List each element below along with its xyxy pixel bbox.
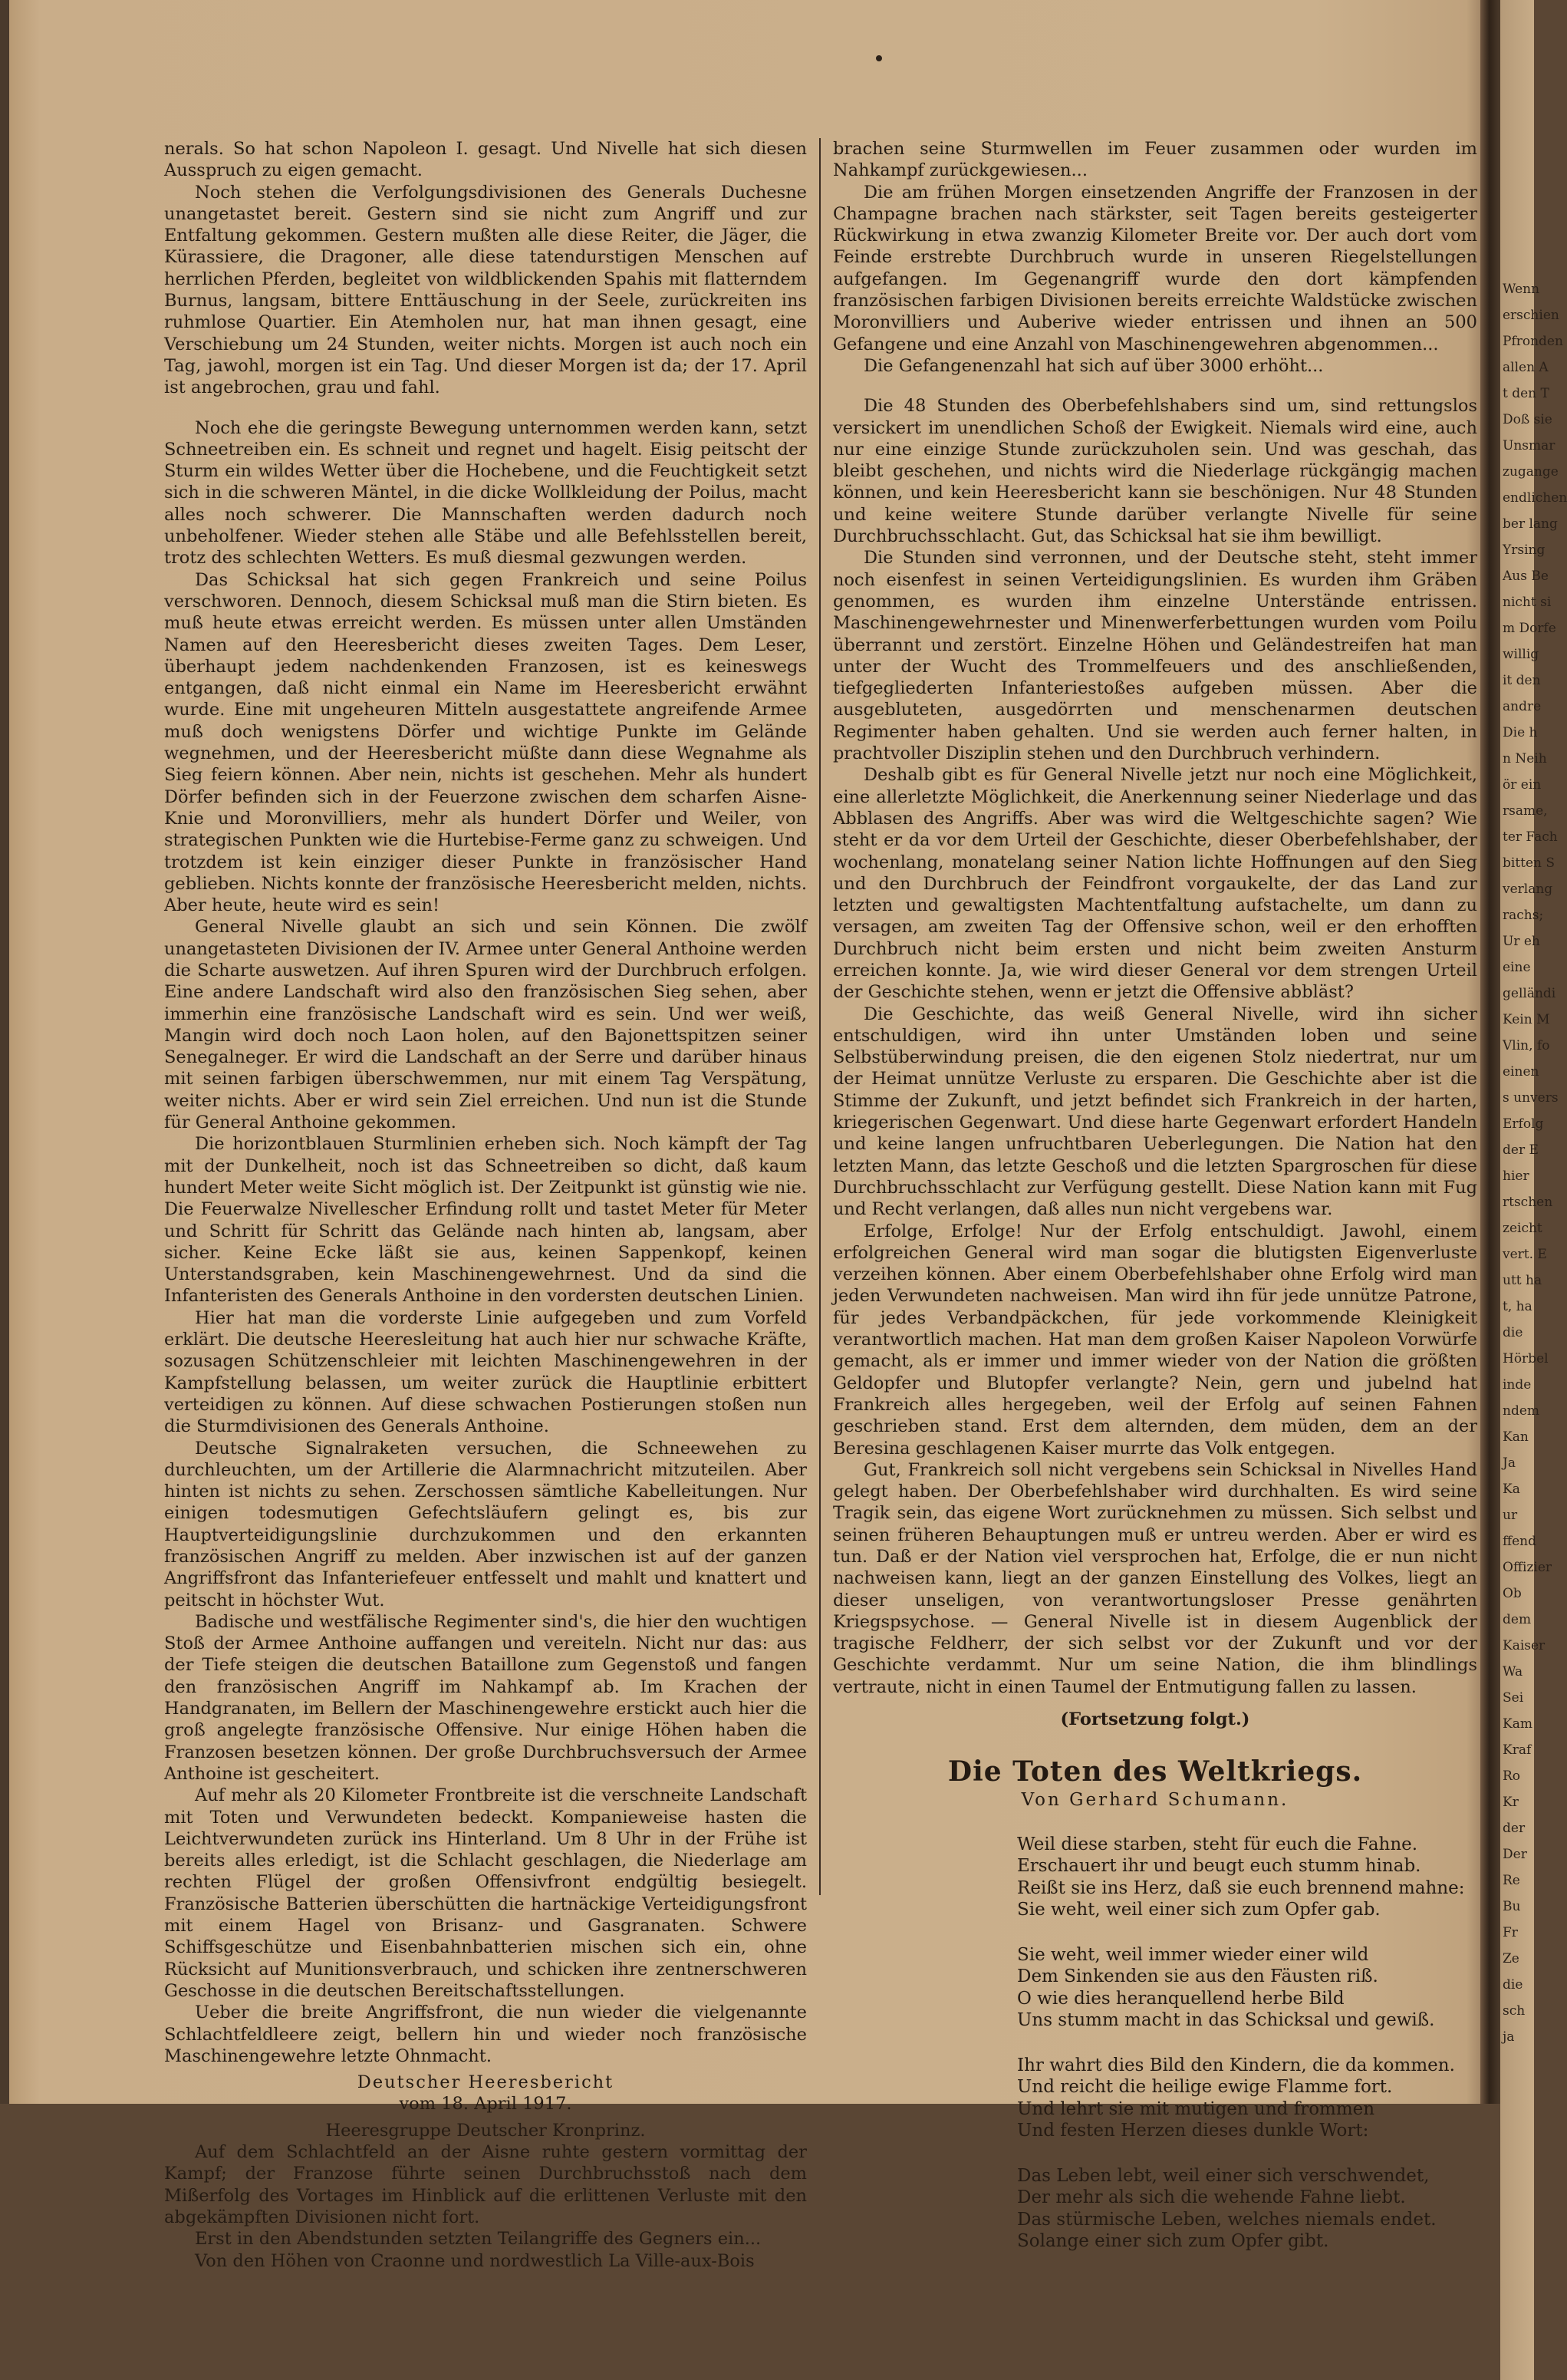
adjacent-page-fragment: ndem [1503,1403,1540,1419]
poem-line: Sie weht, weil immer wieder einer wild [1017,1944,1369,1965]
adjacent-page-fragment: ja [1503,2029,1515,2045]
paragraph: Die am frühen Morgen einsetzenden Angriffe der Franzosen in der Champagne brachen nach stärkster, seit Tagen bereits gesteigerter Rückwirkung in etwa zwanzig Kilometer Breite vor. Der auch dort vom Feinde erstrebte Durchbruch wurde in unseren Riegelstellungen aufgefangen. Im Gegenangriff wurde den dort kämpfenden französischen farbigen Divisionen bereits erreichte Waldstücke zwischen Moronvilliers und Auberive wieder entrissen und ihnen an 500 Gefangene und eine Anzahl von Maschinengewehren abgenommen... [833,182,1477,354]
poem-line: Erschauert ihr und beugt euch stumm hinab. [1017,1856,1421,1877]
poem-stanza [1017,1834,1477,1921]
adjacent-page-fragment: utt ha [1503,1273,1542,1288]
adjacent-page-fragment: n Neih [1503,751,1547,766]
adjacent-page-fragment: Wa [1503,1664,1523,1680]
adjacent-page-fragment: Ze [1503,1951,1519,1966]
adjacent-page-fragment: nicht si [1503,595,1552,610]
paragraph: Hier hat man die vorderste Linie aufgegeben und zum Vorfeld erklärt. Die deutsche Heeresleitung hat auch hier nur schwache Kräfte, sozusagen Schützenschleier mit leichten Maschinengewehren in der Kampfstellung belassen, um weiter zurück die Hauptlinie erbittert verteidigen zu können. Auf diese schwachen Postierungen stoßen nun die Sturmdivisionen des Generals Anthoine. [164,1307,807,1437]
adjacent-page-fragment: vert. E [1503,1247,1547,1262]
poem-line: Sie weht, weil einer sich zum Opfer gab. [1017,1900,1381,1920]
adjacent-page-fragment: endlichen [1503,490,1567,506]
adjacent-page-fragment: Kan [1503,1429,1529,1445]
adjacent-page-fragment: Die h [1503,725,1538,740]
adjacent-page-fragment: m Dorfe [1503,621,1556,636]
adjacent-page-fragment: Kraf [1503,1742,1532,1758]
adjacent-page-fragment: willig [1503,647,1539,662]
adjacent-page-fragment: it den [1503,673,1541,688]
adjacent-page-fragment: Ka [1503,1482,1520,1497]
adjacent-page-fragment: Offizier [1503,1560,1552,1575]
adjacent-page-fragment: rtschen [1503,1195,1553,1210]
paragraph: brachen seine Sturmwellen im Feuer zusammen oder wurden im Nahkampf zurückgewiesen... [833,139,1477,181]
poem-line: Und reicht die heilige ewige Flamme fort. [1017,2077,1393,2098]
adjacent-page-fragment: andre [1503,699,1542,714]
poem-stanza [1017,2055,1477,2142]
adjacent-page-fragment: die [1503,1977,1523,1993]
adjacent-page-fragment: Bu [1503,1899,1521,1914]
adjacent-page-fragment: Der [1503,1847,1527,1862]
column-rule [819,138,821,1895]
adjacent-page-fragment: eine [1503,960,1531,975]
adjacent-page-fragment: ber lang [1503,516,1558,532]
paragraph: Die Gefangenenzahl hat sich auf über 3000 erhöht... [864,355,1324,376]
left-column [164,138,807,2272]
paragraph: nerals. So hat schon Napoleon I. gesagt. Und Nivelle hat sich diesen Ausspruch zu eigen gemacht. [164,139,807,181]
adjacent-page-fragment: Kr [1503,1795,1519,1810]
poem-stanza [1017,2165,1477,2253]
adjacent-page-fragment: Ja [1503,1455,1516,1471]
paragraph: Gut, Frankreich soll nicht vergebens sein Schicksal in Nivelles Hand gelegt haben. Der Oberbefehlshaber wird durchhalten. Es wird seine Tragik sein, das eigene Wort zurücknehmen zu müssen. Sich selbst und seinen früheren Behauptungen muß er untreu werden. Aber er wird es tun. Daß er der Nation viel versprochen hat, Erfolge, die er nun nicht nachweisen kann, liegt an der ganzen Einstellung des Volkes, liegt an dieser unseligen, von verantwortungsloser Presse genährten Kriegspsychose. — General Nivelle ist in diesem Augenblick der tragische Feldherr, der sich selbst vor der Zukunft und vor der Geschichte verdammt. Nur um seine Nation, die ihm blindlings vertraute, nicht in einen Taumel der Entmutigung fallen zu lassen. [833,1459,1477,1697]
adjacent-page-fragment: Yrsing [1503,542,1546,558]
adjacent-page-fragment: Kaiser [1503,1638,1546,1653]
poem-line: Das stürmische Leben, welches niemals endet. [1017,2209,1437,2230]
poem-line: Und lehrt sie mit mutigen und frommen [1017,2098,1375,2119]
poem-stanza [1017,1944,1477,2032]
poem-line: O wie dies heranquellend herbe Bild [1017,1988,1345,2009]
adjacent-page-fragment: Re [1503,1873,1520,1888]
adjacent-page-fragment: inde [1503,1377,1532,1393]
adjacent-page-edge [1500,0,1567,2380]
right-column [833,138,1477,2253]
poem-line: Ihr wahrt dies Bild den Kindern, die da kommen. [1017,2055,1455,2075]
adjacent-page-fragment: der E [1503,1142,1539,1158]
scan-left-edge [0,0,9,2104]
adjacent-page-fragment: hier [1503,1169,1529,1184]
adjacent-page-fragment: Fr [1503,1925,1518,1940]
adjacent-page-fragment: zeicht [1503,1221,1542,1236]
adjacent-page-fragment: die [1503,1325,1523,1340]
paragraph: Erfolge, Erfolge! Nur der Erfolg entschuldigt. Jawohl, einem erfolgreichen General wird man sogar die blutigsten Eigenverluste verzeihen können. Aber einem Oberbefehlshaber ohne Erfolg wird man jeden Verwundeten nachweisen. Man wird ihn für jede unnütze Patrone, für jedes Verbandpäckchen, für jede vorkommende Kleinigkeit verantwortlich machen. Hat man dem großen Kaiser Napoleon Vorwürfe gemacht, als er immer und immer wieder von der Nation die größten Geldopfer und Blutopfer verlangte? Nein, gern und jubelnd hat Frankreich alles hergegeben, weil der Erfolg auf seinen Fahnen geschrieben stand. Erst dem alternden, dem müden, dem an der Beresina geschlagenen Kaiser murrte das Volk entgegen. [833,1221,1477,1459]
adjacent-page-fragment: Hörbel [1503,1351,1549,1366]
poem-line: Weil diese starben, steht für euch die Fahne. [1017,1834,1418,1854]
adjacent-page-fragment: allen A [1503,360,1549,375]
adjacent-page-fragment: Pfronden [1503,334,1563,349]
paragraph: Ueber die breite Angriffsfront, die nun wieder die vielgenannte Schlachtfeldleere zeigt, bellern hin und wieder noch französische Maschinengewehre letzte Ohnmacht. [164,2003,807,2066]
poem-line: Und festen Herzen dieses dunkle Wort: [1017,2121,1369,2141]
report-paragraph: Von den Höhen von Craonne und nordwestlich La Ville-aux-Bois [195,2250,755,2271]
adjacent-page-fragment: ffend [1503,1534,1536,1549]
adjacent-page-fragment: Sei [1503,1690,1524,1706]
poem-line: Solange einer sich zum Opfer gibt. [1017,2231,1329,2252]
report-title: Deutscher Heeresbericht [357,2072,614,2093]
adjacent-page-fragment: Erfolg [1503,1116,1544,1132]
book-gutter [1480,0,1500,2104]
paragraph: Die horizontblauen Sturmlinien erheben sich. Noch kämpft der Tag mit der Dunkelheit, noch ist das Schneetreiben so dicht, daß kaum hundert Meter weite Sicht möglich ist. Der Zeitpunkt ist günstig wie nie. Die Feuerwalze Nivellescher Erfindung rollt und tastet Meter für Meter und Schritt für Schritt das Gelände nach hinten ab, langsam, aber sicher. Keine Ecke läßt sie aus, keinen Sappenkopf, keinen Unterstandsgraben, kein Maschinengewehrnest. Und da sind die Infanteristen des Generals Anthoine in den vordersten deutschen Linien. [164,1134,807,1307]
continued-note: (Fortsetzung folgt.) [1060,1709,1250,1730]
adjacent-page-fragment: Ro [1503,1769,1521,1784]
adjacent-page-fragment: Kein M [1503,1012,1550,1027]
paragraph: Die Geschichte, das weiß General Nivelle, wird ihn sicher entschuldigen, wird ihn unter Umständen loben und seine Selbstüberwindung preisen, die den eigenen Stolz niedertrat, nur um der Heimat unnütze Verluste zu ersparen. Die Geschichte aber ist die Stimme der Zukunft, und jetzt befindet sich Frankreich in der harten, kriegerischen Gegenwart. Und diese harte Gegenwart erfordert Handeln und keine langen unfruchtbaren Ueberlegungen. Die Nation hat den letzten Mann, das letzte Geschoß und die letzten Spargroschen für diese Durchbruchsschlacht zur Verfügung gestellt. Diese Nation kann mit Fug und Recht verlangen, daß alles nun nicht vergebens war. [833,1004,1477,1220]
adjacent-page-fragment: bitten S [1503,855,1555,871]
adjacent-page-fragment: ter Fach [1503,829,1558,845]
adjacent-page-fragment: rachs; [1503,908,1544,923]
adjacent-page-fragment: gelländi [1503,986,1556,1001]
poem-line: Dem Sinkenden sie aus den Fäusten riß. [1017,1966,1378,1987]
report-paragraph: Auf dem Schlachtfeld an der Aisne ruhte gestern vormittag der Kampf; der Franzose führte seinen Durchbruchsstoß nach dem Mißerfolg des Vortages im Hinblick auf die erlittenen Verluste mit den abgekämpften Divisionen nicht fort. [164,2142,807,2227]
adjacent-page-fragment: der [1503,1821,1526,1836]
paragraph: Das Schicksal hat sich gegen Frankreich und seine Poilus verschworen. Dennoch, diesem Schicksal muß man die Stirn bieten. Es muß heute etwas erreicht werden. Es müssen unter allen Umständen Namen auf den Heeresbericht dieses zweiten Tages. Dem Leser, überhaupt jedem nachdenkenden Franzosen, ist es keineswegs entgangen, daß nicht einmal ein Name im Heeresbericht erwähnt wurde. Eine mit ungeheuren Mitteln ausgestattete angreifende Armee muß doch wenigstens Dörfer und wichtige Punkte im Gelände wegnehmen, und der Heeresbericht müßte dann diese Wegnahme als Sieg feiern können. Aber nein, nichts ist geschehen. Mehr als hundert Dörfer befinden sich in der Feuerzone zwischen dem scharfen Aisne-Knie und Moronvilliers, mehr als hundert Dörfer und Weiler, von strategischen Punkten wie die Hurtebise-Ferme ganz zu schweigen. Und trotzdem ist kein einziger dieser Punkte in französischer Hand geblieben. Nichts konnte der französische Heeresbericht melden, nichts. Aber heute, heute wird es sein! [164,569,807,916]
adjacent-page-fragment: t, ha [1503,1299,1532,1314]
adjacent-page-fragment: verlang [1503,882,1553,897]
paragraph: Auf mehr als 20 Kilometer Frontbreite ist die verschneite Landschaft mit Toten und Verwundeten bedeckt. Kompanieweise hasten die Leichtverwundeten zurück ins Hinterland. Um 8 Uhr in der Frühe ist bereits alles erledigt, ist die Schlacht geschlagen, die Niederlage am rechten Flügel der großen Offensivfront endgültig besiegelt. Französische Batterien überschütten die hartnäckige Verteidigungsfront mit einem Hagel von Brisanz- und Gasgranaten. Schwere Schiffsgeschütze und Eisenbahnbatterien mischen sich ein, ohne Rücksicht auf Munitionsverbrauch, und schicken ihre zentnerschweren Geschosse in die deutschen Bereitschaftsstellungen. [164,1785,807,2001]
paragraph: Die 48 Stunden des Oberbefehlshabers sind um, sind rettungslos versickert im unendlichen Schoß der Ewigkeit. Niemals wird eine, auch nur eine einzige Stunde zurückzuholen sein. Und was geschah, das bleibt geschehen, und nichts wird die Niederlage rückgängig machen können, und kein Heeresbericht kann sie beschönigen. Nur 48 Stunden und keine weitere Stunde darüber verlangte Nivelle für seine Durchbruchsschlacht. Gut, das Schicksal hat sie ihm bewilligt. [833,396,1477,547]
paragraph: Deutsche Signalraketen versuchen, die Schneewehen zu durchleuchten, um der Artillerie die Alarmnachricht mitzuteilen. Aber hinten ist nichts zu sehen. Zerschossen sämtliche Kabelleitungen. Nur einigen todesmutigen Gefechtsläufern gelingt es, bis zur Hauptverteidigungslinie durchzukommen und den erkannten französischen Angriff zu melden. Aber inzwischen ist auf der ganzen Angriffsfront das Infanteriefeuer entfesselt und mahlt und knattert und peitscht in höchster Wut. [164,1438,807,1610]
poem-author: Von Gerhard Schumann. [1021,1789,1289,1810]
poem-line: Uns stumm macht in das Schicksal und gewiß. [1017,2010,1435,2031]
adjacent-page-fragment: s unvers [1503,1090,1559,1106]
paragraph: Badische und westfälische Regimenter sind's, die hier den wuchtigen Stoß der Armee Anthoine auffangen und vereiteln. Nicht nur das: aus der Tiefe steigen die deutschen Bataillone zum Gegenstoß und fangen den französischen Angriff im Nahkampf ab. Im Krachen der Handgranaten, im Bellern der Maschinengewehre erstickt auch hier die groß angelegte französische Offensive. Nur einige Höhen haben die Franzosen besetzen können. Der große Durchbruchsversuch der Armee Anthoine ist gescheitert. [164,1611,807,1784]
adjacent-page-fragment: erschien [1503,308,1559,323]
poem-line: Das Leben lebt, weil einer sich verschwendet, [1017,2165,1430,2186]
report-date: vom 18. April 1917. [399,2094,572,2115]
paragraph: Noch ehe die geringste Bewegung unternommen werden kann, setzt Schneetreiben ein. Es schneit und regnet und hagelt. Eisig peitscht der Sturm ein wildes Wetter über die Hochebene, und die Feuchtigkeit setzt sich in die schweren Mäntel, in die dicke Wollkleidung der Poilus, macht alles noch schwerer. Die Mannschaften werden dadurch noch unbeholfener. Wieder stehen alle Stäbe und alle Befehlsstellen bereit, trotz des schlechten Wetters. Es muß diesmal gezwungen werden. [164,417,807,569]
adjacent-page-fragment: Unsmar [1503,438,1555,453]
adjacent-page-fragment: Wenn [1503,282,1540,297]
paragraph: General Nivelle glaubt an sich und sein Können. Die zwölf unangetasteten Divisionen der IV. Armee unter General Anthoine werden die Scharte auswetzen. Auf ihren Spuren wird der Durchbruch erfolgen. Eine andere Landschaft wird also den französischen Sieg sehen, aber immerhin eine französische Landschaft wird es sein. Und wer weiß, Mangin wird doch noch Laon holen, auf den Bajonettspitzen seiner Senegalneger. Er wird die Landschaft an der Serre und darüber hinaus mit seinen farbigen überschwemmen, nur mit einem Tag Verspätung, weiter nichts. Aber er wird sein Ziel erreichen. Und nun ist die Stunde für General Anthoine gekommen. [164,917,807,1133]
adjacent-page-fragment: sch [1503,2003,1526,2019]
page-dot-mark [876,55,882,61]
adjacent-page-fragment: Kam [1503,1716,1532,1732]
adjacent-page-fragment: ör ein [1503,777,1542,793]
poem-line: Reißt sie ins Herz, daß sie euch brennend mahne: [1017,1877,1465,1898]
paragraph: Noch stehen die Verfolgungsdivisionen des Generals Duchesne unangetastet bereit. Gestern sind sie nicht zum Angriff und zur Entfaltung gekommen. Gestern mußten alle diese Reiter, die Jäger, die Kürassiere, die Dragoner, alle diese tatendurstigen Menschen auf herrlichen Pferden, begleitet von wildblickenden Spahis mit flatterndem Burnus, langsam, bittere Enttäuschung in der Seele, zurückreiten ins ruhmlose Quartier. Ein Atemholen nur, hat man ihnen gesagt, eine Verschiebung um 24 Stunden, weiter nichts. Morgen ist auch noch ein Tag, jawohl, morgen ist ein Tag. Und dieser Morgen ist da; der 17. April ist angebrochen, grau und fahl. [164,182,807,398]
adjacent-page-fragment: zugange [1503,464,1559,480]
report-paragraph: Erst in den Abendstunden setzten Teilangriffe des Gegners ein... [195,2229,762,2250]
adjacent-page-fragment: rsame, [1503,803,1548,819]
adjacent-page-fragment: ur [1503,1508,1518,1523]
adjacent-page-fragment: Ob [1503,1586,1522,1601]
adjacent-page-fragment: Doß sie [1503,412,1552,427]
adjacent-page-fragment: dem [1503,1612,1532,1627]
adjacent-page-fragment: Aus Be [1503,569,1549,584]
paragraph: Deshalb gibt es für General Nivelle jetzt nur noch eine Möglichkeit, eine allerletzte Möglichkeit, die Anerkennung seiner Niederlage und das Abblasen des Angriffs. Aber was wird die Weltgeschichte sagen? Wie steht er da vor dem Urteil der Geschichte, dieser Oberbefehlshaber, der wochenlang, monatelang seiner Nation lichte Hoffnungen auf den Sieg und den Durchbruch der Feindfront vorgaukelte, der das Land zur letzten und gewaltigsten Machtentfaltung aufstachelte, um dann zu versagen, am zweiten Tag der Offensive schon, weil er den erhofften Durchbruch nicht beim ersten und nicht beim zweiten Ansturm erreichen konnte. Ja, wie wird dieser General vor dem strengen Urteil der Geschichte stehen, wenn er jetzt die Offensive abbläst? [833,765,1477,1003]
adjacent-page-fragment: einen [1503,1064,1539,1080]
poem-title: Die Toten des Weltkriegs. [947,1755,1363,1788]
paragraph: Die Stunden sind verronnen, und der Deutsche steht, steht immer noch eisenfest in seinen Verteidigungslinien. Es wurden ihm Gräben genommen, es wurden ihm einzelne Unterstände entrissen. Maschinengewehrnester und Minenwerferbettungen wurden vom Poilu überrannt und zerstört. Einzelne Höhen und Geländestreifen hat man unter der Wucht des Trommelfeuers und des anschließenden, tiefgegliederten Infanteriestoßes aufgeben müssen. Aber die ausgebluteten, ausgedörrten und menschenarmen deutschen Regimenter haben gehalten. Und sie werden auch ferner halten, in prachtvoller Disziplin stehen und den Durchbruch verhindern. [833,548,1477,764]
adjacent-page-fragment: t den T [1503,386,1549,401]
report-group: Heeresgruppe Deutscher Kronprinz. [325,2120,646,2141]
poem-line: Der mehr als sich die wehende Fahne liebt. [1017,2187,1406,2208]
adjacent-page-fragment: Ur eh [1503,934,1540,949]
adjacent-page-fragment: Vlin, fo [1503,1038,1550,1053]
